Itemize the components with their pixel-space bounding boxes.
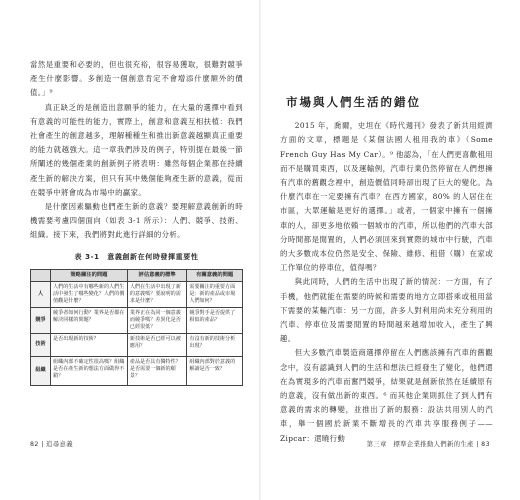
table-cell: 是否出現新的技術？ bbox=[51, 333, 128, 356]
row-label: 競爭 bbox=[31, 307, 51, 333]
table-cell: 需要關注的重要方面是：新的產品或市場人們如何？ bbox=[187, 281, 243, 307]
table-cell: 競爭對手是否提供了相似的產品？ bbox=[187, 307, 243, 333]
paragraph: 當然是重要和必要的，但也很充裕，很容易獲取，很難對競爭產生什麼影響。多創造一個創意肯定不會增添什麼額外的價值。」⁹ bbox=[30, 60, 243, 98]
row-label: 組織 bbox=[31, 356, 51, 385]
table-header: 有關意義的問題 bbox=[187, 269, 243, 281]
table-row bbox=[31, 333, 243, 356]
paragraph: 與此同時，人們的生活中出現了新的情況：一方面，有了手機，他們就能在需要的時候和需要的地方立即搭乘或租用當下需要的某輛汽車：另一方面，許多人對利用尚未充分利用的汽車、停車位及需要閒置的時間越來越增加收入，產生了興趣。 bbox=[280, 277, 493, 344]
paragraph: 但大多數汽車製造商選擇停留在人們應該擁有汽車的舊觀念中，沒有認識到人們的生活和想法已經發生了變化，他們還在為實現多的汽車而奮鬥競爭，結果就是創新依然在延續原有的意義，沒有做出新的東西。⁶ 而其他企業則抓住了到人們有意義的需求的轉變，並推出了新的服務：設法共用別人的汽車，舉一個國於新業不斷增長的汽車共享服務例子——Zipcar：還曉行動 bbox=[280, 348, 493, 443]
table-header bbox=[31, 269, 51, 281]
table-cell: 有沒有新的技術分析出現？ bbox=[187, 333, 243, 356]
paragraph: 真正缺乏的是創造出意願爭的能力，在大量的選擇中看到有意義的可能性的能力，實際上，創意和意義互相扶植：我們社會產生的創意越多，理解種種生和推出新意義越顯真正重要的能力就越強大。這一章我們涉及的例子，特別提在最後一節所闡述的幾個產業的創新例子將表明：雖然每個企業都在持續產生新的解決方案，但只有其中幾個能夠產生新的意義，從而在競爭中將會成為市場中的贏家。 bbox=[30, 102, 243, 197]
paragraph: 是什麼因素驅動也們產生新的意義？要理解意義創新的時機需要考慮四個面向（如表 3-1 所示）：人們、競爭、技術、組織。接下來，我們將對此進行詳細的分析。 bbox=[30, 202, 243, 240]
table-cell: 人們在生活中出現了新的意義嗎？要說明的需求是什麼？ bbox=[127, 281, 187, 307]
table-cell: 組織內部不確定性很高嗎？組織是否在產生新的想法方面做得不錯？ bbox=[51, 356, 128, 385]
right-page bbox=[280, 58, 493, 446]
row-label: 技術 bbox=[31, 333, 51, 356]
table-row bbox=[31, 307, 243, 333]
table-header: 評估意義的標準 bbox=[127, 269, 187, 281]
table-cell: 產品是否具有獨特性？是否需要一個新的願景？ bbox=[127, 356, 187, 385]
table-cell: 人們的生活中有哪些新的人們生活中發生了哪些變化？人們的價值觀是什麼？ bbox=[51, 281, 128, 307]
table-row bbox=[31, 281, 243, 307]
table-cell: 新技術是否已經可以被應用？ bbox=[127, 333, 187, 356]
table-title: 表 3-1 意義創新在何時發揮重要性 bbox=[74, 252, 199, 261]
meaning-table bbox=[30, 269, 243, 386]
table-cell: 組織內部對於意義的解讀是否一致？ bbox=[187, 356, 243, 385]
row-label: 人 bbox=[31, 281, 51, 307]
section-heading: 市場與人們生活的錯位 bbox=[286, 95, 421, 109]
right-page-footer: 第三章 標準企業推動人們新的生產 | 83 bbox=[366, 441, 490, 448]
table-cell: 業界正在為同一個意義而競爭嗎？差異化是否已經很低？ bbox=[127, 307, 187, 333]
table-row bbox=[31, 356, 243, 385]
table-cell: 競爭者如何行動？業界是否都在解決同樣的問題？ bbox=[51, 307, 128, 333]
book-gutter bbox=[259, 0, 261, 500]
left-page bbox=[30, 58, 243, 386]
paragraph: 2015 年，喬爾，史坦在《時代週刊》發表了新共用經濟方面的文章，標題是《某個法國人租用我的車》（Some French Guy Has My Car）。⁹ 他認為，「在人們更喜歡租用而不是購買東西，以及運輸例，汽車行業仍然停留在人們想擁有汽車的舊觀念裡中，創造價值同時卻出現了巨大的變化。為什麼汽車在一定要擁有汽車？在西方國家，80% 的人居住在市區，大眾運輸是更好的選擇。」或者，一個家中擁有一個擁車的人，卻更多地依賴一個城市的汽車，所以他們的汽車大部分時間都是閒置的，人們必須回來到實際的城市中行駛，汽車的大多數成本位仍然是安全、保險、維修、租借（購）在家或工作單位的停車位，值得嗎？ bbox=[280, 121, 493, 273]
left-page-footer: 82 | 追尋意義 bbox=[30, 441, 73, 448]
table-header: 策略關注的問題 bbox=[51, 269, 128, 281]
